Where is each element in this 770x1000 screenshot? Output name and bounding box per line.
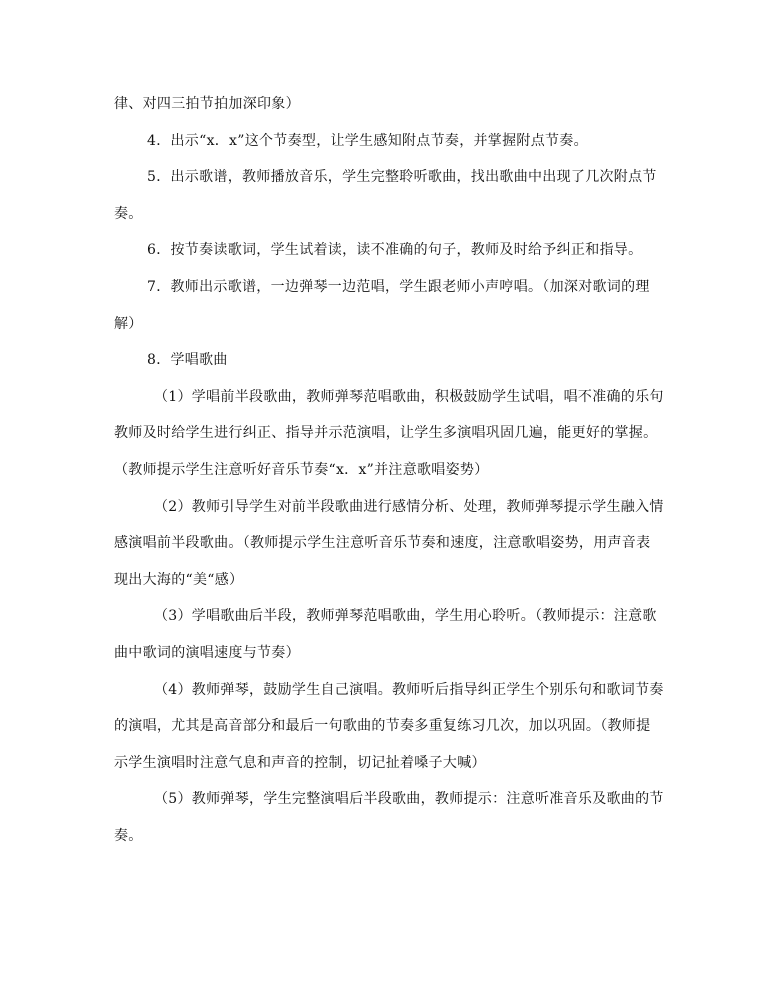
paragraph-substep-1: （1）学唱前半段歌曲，教师弹琴范唱歌曲，积极鼓励学生试唱，唱不准确的乐句教师及时给学生进行纠正、指导并示范演唱，让学生多演唱巩固几遍，能更好的掌握。（教师提示学生注意听好音乐节奏“x．x”并注意歌唱姿势） [114, 388, 664, 478]
paragraph-step-4: 4．出示“x．x”这个节奏型，让学生感知附点节奏，并掌握附点节奏。 [147, 132, 588, 149]
paragraph-substep-3: （3）学唱歌曲后半段，教师弹琴范唱歌曲，学生用心聆听。（教师提示：注意歌曲中歌词的演唱速度与节奏） [114, 608, 657, 661]
paragraph-substep-2: （2）教师引导学生对前半段歌曲进行感情分析、处理，教师弹琴提示学生融入情感演唱前半段歌曲。（教师提示学生注意听音乐节奏和速度，注意歌唱姿势，用声音表现出大海的“美“感） [114, 498, 664, 588]
paragraph-substep-4: （4）教师弹琴，鼓励学生自己演唱。教师听后指导纠正学生个别乐句和歌词节奏的演唱，尤其是高音部分和最后一句歌曲的节奏多重复练习几次，加以巩固。（教师提示学生演唱时注意气息和声音的控制，切记扯着嗓子大喊） [114, 681, 664, 771]
paragraph-step-5: 5．出示歌谱，教师播放音乐，学生完整聆听歌曲，找出歌曲中出现了几次附点节奏。 [114, 169, 657, 222]
paragraph-substep-5: （5）教师弹琴，学生完整演唱后半段歌曲，教师提示：注意听准音乐及歌曲的节奏。 [114, 791, 664, 844]
paragraph-continuation: 律、对四三拍节拍加深印象） [114, 96, 300, 112]
paragraph-step-8: 8．学唱歌曲 [147, 352, 228, 369]
paragraph-step-6: 6．按节奏读歌词，学生试着读，读不准确的句子，教师及时给予纠正和指导。 [147, 242, 643, 259]
paragraph-step-7: 7．教师出示歌谱，一边弹琴一边范唱，学生跟老师小声哼唱。（加深对歌词的理解） [114, 278, 650, 332]
document-body [114, 86, 664, 854]
